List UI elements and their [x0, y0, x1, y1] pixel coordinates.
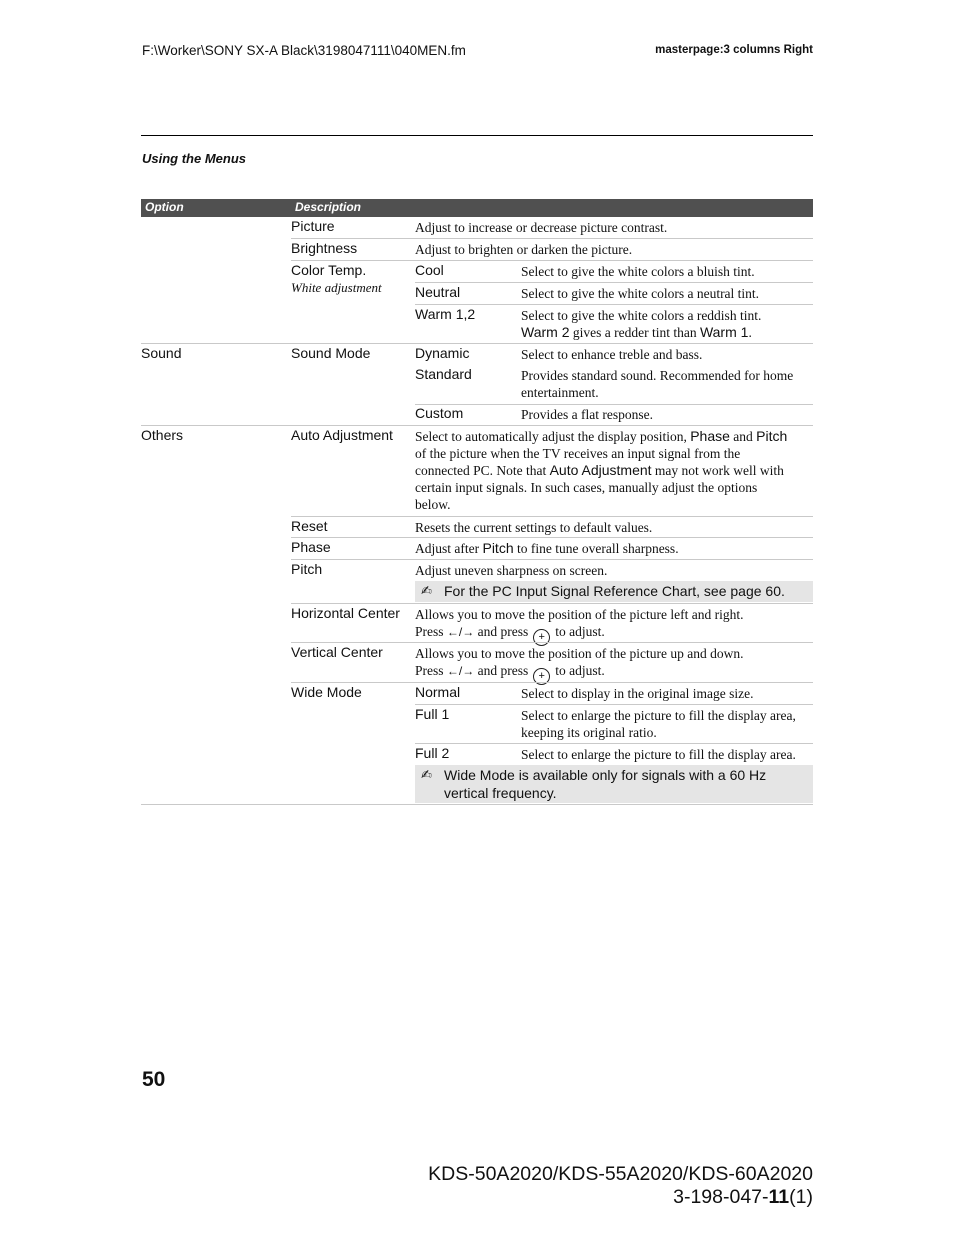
file-path-header: F:\Worker\SONY SX-A Black\3198047111\040MEN.fm [142, 43, 466, 58]
desc-keyword: Pitch [756, 428, 788, 444]
code-suffix: (1) [789, 1186, 813, 1208]
note-text: For the PC Input Signal Reference Chart, see page 60. [444, 583, 785, 599]
desc-text: of the picture when the TV receives an input signal from the [415, 446, 741, 461]
value-description-custom: Provides a flat response. [521, 407, 653, 422]
desc-text: . [748, 325, 752, 340]
row-description: Resets the current settings to default values. [415, 520, 653, 535]
desc-text: below. [415, 497, 451, 512]
row-divider [415, 404, 813, 405]
row-description [415, 428, 813, 513]
row-description: Adjust to increase or decrease picture contrast. [415, 220, 668, 235]
code-bold: 11 [768, 1186, 790, 1208]
desc-keyword: Pitch [482, 540, 514, 556]
table-row-pitch [141, 560, 813, 604]
value-label-dynamic: Dynamic [415, 345, 470, 361]
row-divider [415, 704, 813, 705]
note-box [415, 581, 813, 602]
note-pencil-icon: ✍ [421, 583, 432, 598]
desc-keyword: Phase [690, 428, 730, 444]
table-row-horizontal-center [141, 604, 813, 643]
row-label: Phase [291, 539, 331, 555]
value-description-full1 [521, 707, 813, 741]
desc-text: Select to automatically adjust the display position, [415, 429, 691, 444]
desc-text: Select to give the white colors a reddish tint. [521, 308, 762, 323]
model-footer [428, 1163, 813, 1209]
note-line: Wide Mode is available only for signals with a 60 Hz [444, 767, 767, 783]
column-header-option: Option [145, 200, 184, 214]
desc-text: gives a redder tint than [569, 325, 700, 340]
menu-options-table [141, 199, 813, 805]
desc-text: certain input signals. In such cases, manually adjust the options [415, 480, 758, 495]
note-text [444, 766, 807, 802]
desc-keyword: Warm 1 [699, 324, 749, 340]
row-label: Picture [291, 218, 335, 234]
desc-text: to adjust. [555, 663, 605, 678]
value-label-custom: Custom [415, 405, 464, 421]
row-label: Wide Mode [291, 684, 362, 700]
desc-text: and press [477, 663, 529, 678]
value-description-standard [521, 367, 813, 401]
desc-text: Adjust after [415, 541, 483, 556]
row-label: Pitch [291, 561, 323, 577]
row-label: Brightness [291, 240, 358, 256]
note-box [415, 765, 813, 803]
value-label-full1: Full 1 [415, 706, 450, 722]
row-description [415, 606, 813, 646]
row-description [415, 540, 679, 557]
value-description-dynamic: Select to enhance treble and bass. [521, 347, 703, 362]
row-label: Reset [291, 518, 328, 534]
row-divider [415, 743, 813, 744]
option-label: Sound [141, 345, 182, 361]
table-row-brightness [141, 239, 813, 261]
table-row-wide-mode [141, 683, 813, 805]
value-label-full2: Full 2 [415, 745, 450, 761]
desc-text: and press [477, 624, 529, 639]
row-divider [415, 282, 813, 283]
table-row-auto-adjustment [141, 426, 813, 517]
value-description-neutral: Select to give the white colors a neutral tint. [521, 286, 760, 301]
desc-text: Allows you to move the position of the picture up and down. [415, 646, 744, 661]
header-rule [141, 135, 813, 136]
arrow-keys-icon: ←/→ [446, 664, 475, 678]
value-label-warm: Warm 1,2 [415, 306, 476, 322]
desc-text: Select to enlarge the picture to fill the display area, [521, 708, 796, 723]
desc-text: to fine tune overall sharpness. [513, 541, 679, 556]
value-label-cool: Cool [415, 262, 444, 278]
option-label: Others [141, 427, 184, 443]
note-line: vertical frequency. [444, 785, 557, 801]
row-label: Horizontal Center [291, 605, 400, 621]
row-description [415, 645, 813, 685]
code-prefix: 3-198-047- [673, 1186, 769, 1208]
document-code [428, 1186, 813, 1209]
table-header [141, 199, 813, 217]
table-row-vertical-center [141, 643, 813, 683]
value-label-neutral: Neutral [415, 284, 461, 300]
desc-text: keeping its original ratio. [521, 725, 657, 740]
column-header-description: Description [295, 200, 362, 214]
masterpage-label: masterpage:3 columns Right [655, 44, 813, 56]
value-description-cool: Select to give the white colors a bluish tint. [521, 264, 755, 279]
desc-text: and [729, 429, 757, 444]
section-title: Using the Menus [142, 151, 247, 166]
row-divider [415, 304, 813, 305]
desc-text: Press [415, 624, 444, 639]
value-description-full2: Select to enlarge the picture to fill the display area. [521, 747, 796, 762]
value-label-normal: Normal [415, 684, 461, 700]
page-number: 50 [142, 1068, 166, 1091]
desc-text: may not work well with [651, 463, 784, 478]
desc-text: Allows you to move the position of the picture left and right. [415, 607, 744, 622]
row-sublabel: White adjustment [291, 280, 382, 295]
table-bottom-rule [141, 804, 813, 805]
row-description: Adjust uneven sharpness on screen. [415, 563, 608, 578]
table-row-phase [141, 538, 813, 560]
desc-text: Provides standard sound. Recommended for home [521, 368, 794, 383]
desc-text: entertainment. [521, 385, 599, 400]
table-row-color-temp [141, 261, 813, 344]
model-numbers: KDS-50A2020/KDS-55A2020/KDS-60A2020 [428, 1163, 813, 1185]
desc-text: Press [415, 663, 444, 678]
row-description: Adjust to brighten or darken the picture. [415, 242, 633, 257]
desc-keyword: Auto Adjustment [549, 462, 652, 478]
note-pencil-icon: ✍ [421, 767, 432, 782]
value-label-standard: Standard [415, 366, 472, 382]
value-description-warm [521, 307, 813, 341]
row-label: Sound Mode [291, 345, 371, 361]
arrow-keys-icon: ←/→ [446, 625, 475, 639]
table-row-sound [141, 344, 813, 426]
row-label: Vertical Center [291, 644, 383, 660]
enter-button-icon: + [533, 668, 550, 685]
enter-button-icon: + [533, 629, 550, 646]
value-description-normal: Select to display in the original image size. [521, 686, 754, 701]
desc-text: to adjust. [555, 624, 605, 639]
desc-text: connected PC. Note that [415, 463, 550, 478]
table-row-reset [141, 517, 813, 538]
row-label: Auto Adjustment [291, 427, 393, 443]
table-row-picture [141, 217, 813, 239]
desc-keyword: Warm 2 [521, 324, 570, 340]
row-label: Color Temp. [291, 262, 367, 278]
